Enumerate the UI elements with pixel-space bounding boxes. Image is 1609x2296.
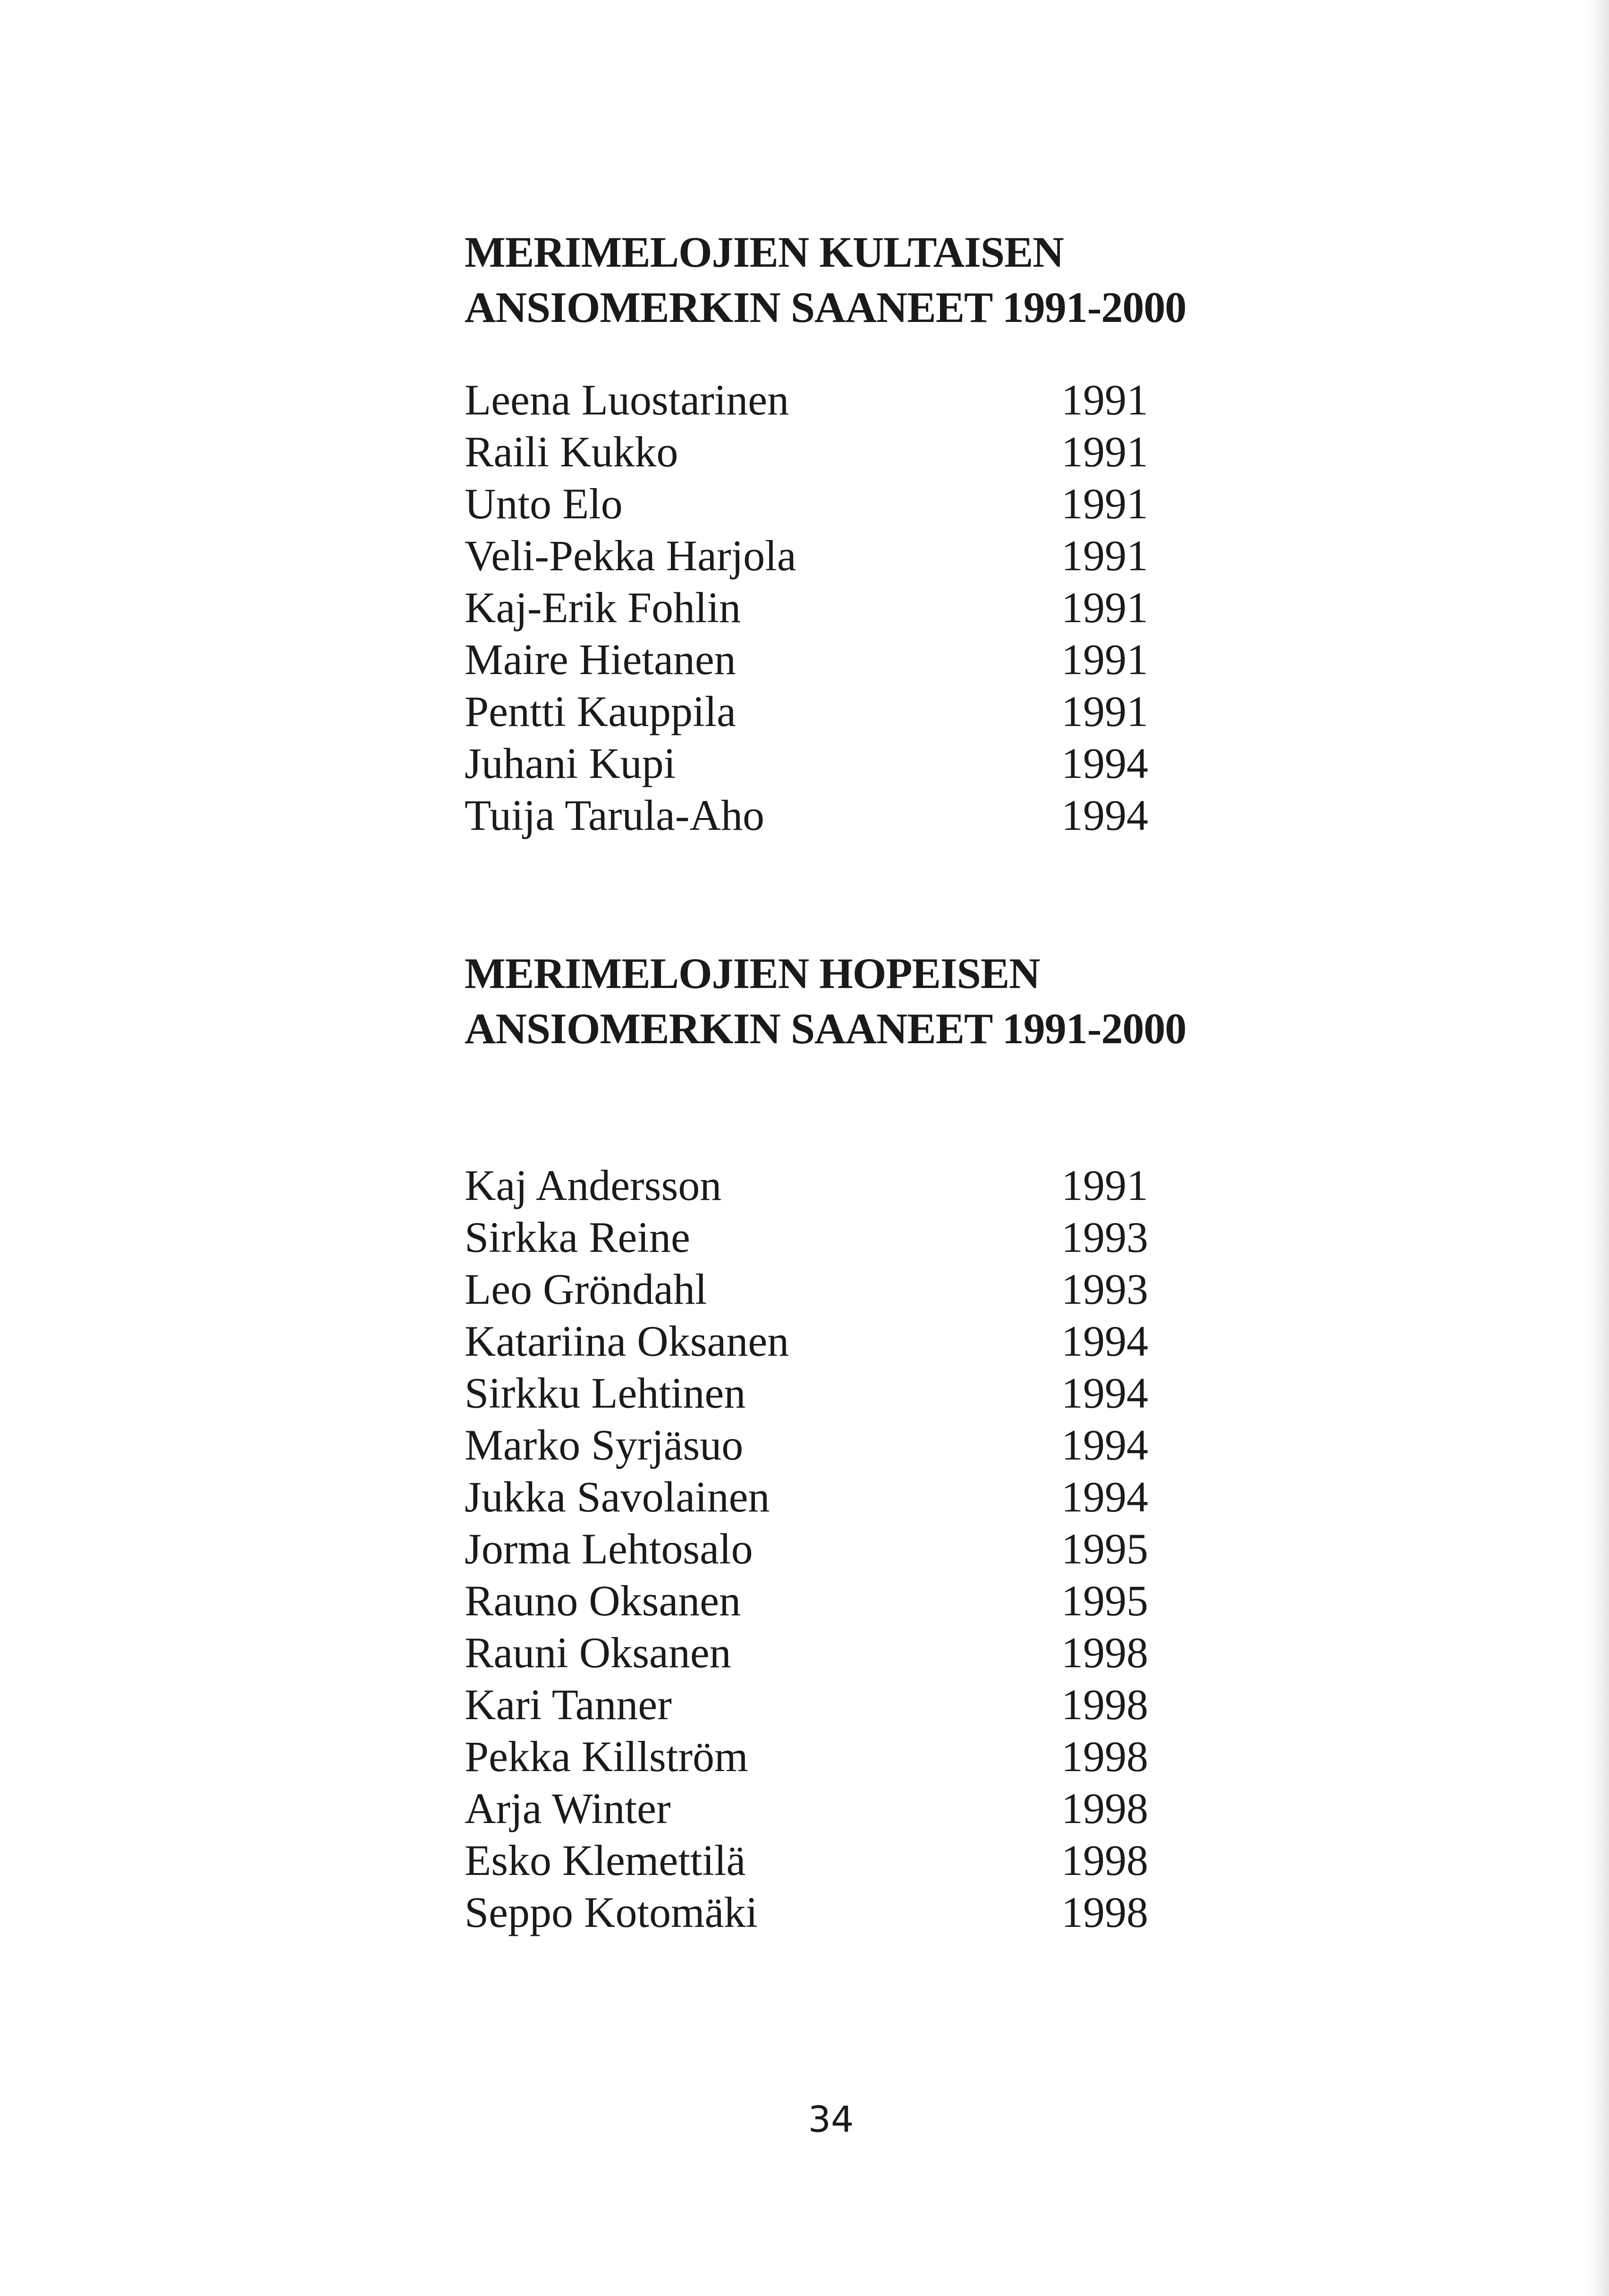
award-year: 1998 (1061, 1888, 1148, 1936)
recipient-row (465, 1471, 1173, 1523)
recipient-row (465, 1211, 1173, 1263)
recipient-row (465, 530, 1173, 582)
gold-recipient-list (465, 374, 1173, 841)
recipient-row (465, 1315, 1173, 1367)
recipient-row (465, 1159, 1173, 1211)
recipient-row (465, 737, 1173, 789)
recipient-name: Rauni Oksanen (465, 1629, 731, 1677)
award-year: 1998 (1061, 1680, 1148, 1729)
recipient-row (465, 1834, 1173, 1886)
recipient-row (465, 1679, 1173, 1730)
award-year: 1994 (1061, 739, 1148, 787)
recipient-row (465, 1419, 1173, 1471)
recipient-name: Pentti Kauppila (465, 687, 736, 735)
recipient-name: Veli-Pekka Harjola (465, 532, 796, 580)
recipient-name: Sirkka Reine (465, 1213, 690, 1261)
award-year: 1998 (1061, 1784, 1148, 1832)
recipient-row (465, 1575, 1173, 1627)
award-year: 1991 (1061, 1161, 1148, 1209)
award-year: 1991 (1061, 428, 1148, 476)
award-year: 1993 (1061, 1265, 1148, 1313)
award-year: 1994 (1061, 1421, 1148, 1469)
award-year: 1991 (1061, 480, 1148, 528)
recipient-name: Raili Kukko (465, 428, 678, 476)
recipient-name: Tuija Tarula-Aho (465, 791, 764, 839)
recipient-name: Katariina Oksanen (465, 1317, 789, 1365)
recipient-name: Unto Elo (465, 480, 623, 528)
recipient-name: Leo Gröndahl (465, 1265, 707, 1313)
recipient-name: Juhani Kupi (465, 739, 676, 787)
gold-title-line-2: ANSIOMERKIN SAANEET 1991-2000 (465, 283, 1186, 331)
recipient-name: Seppo Kotomäki (465, 1888, 758, 1936)
award-year: 1991 (1061, 532, 1148, 580)
recipient-name: Maire Hietanen (465, 635, 736, 684)
recipient-row (465, 1886, 1173, 1938)
recipient-name: Leena Luostarinen (465, 376, 789, 424)
award-year: 1991 (1061, 583, 1148, 632)
page-number: 34 (808, 2098, 854, 2140)
gold-badge-section (465, 225, 1186, 841)
award-year: 1991 (1061, 635, 1148, 684)
award-year: 1995 (1061, 1525, 1148, 1573)
recipient-row (465, 1263, 1173, 1315)
recipient-row (465, 426, 1173, 478)
recipient-row (465, 478, 1173, 530)
recipient-name: Kari Tanner (465, 1680, 672, 1729)
recipient-name: Pekka Killström (465, 1732, 748, 1781)
silver-title-line-1: MERIMELOJIEN HOPEISEN (465, 949, 1040, 997)
recipient-row (465, 1627, 1173, 1679)
gold-section-title (465, 225, 1186, 335)
award-year: 1994 (1061, 1473, 1148, 1521)
award-year: 1994 (1061, 791, 1148, 839)
award-year: 1994 (1061, 1317, 1148, 1365)
award-year: 1993 (1061, 1213, 1148, 1261)
recipient-row (465, 1782, 1173, 1834)
page-edge-shadow (1588, 0, 1609, 2296)
award-year: 1998 (1061, 1836, 1148, 1884)
recipient-row (465, 374, 1173, 426)
recipient-row (465, 1367, 1173, 1419)
recipient-name: Kaj-Erik Fohlin (465, 583, 741, 632)
recipient-name: Jorma Lehtosalo (465, 1525, 753, 1573)
recipient-row (465, 685, 1173, 737)
recipient-name: Kaj Andersson (465, 1161, 722, 1209)
recipient-name: Esko Klemettilä (465, 1836, 746, 1884)
recipient-row (465, 1523, 1173, 1575)
award-year: 1998 (1061, 1629, 1148, 1677)
silver-recipient-list (465, 1159, 1173, 1938)
award-year: 1995 (1061, 1577, 1148, 1625)
award-year: 1998 (1061, 1732, 1148, 1781)
recipient-name: Rauno Oksanen (465, 1577, 741, 1625)
recipient-name: Jukka Savolainen (465, 1473, 770, 1521)
recipient-row (465, 582, 1173, 633)
award-year: 1994 (1061, 1369, 1148, 1417)
award-year: 1991 (1061, 376, 1148, 424)
recipient-name: Marko Syrjäsuo (465, 1421, 744, 1469)
award-year: 1991 (1061, 687, 1148, 735)
recipient-row (465, 789, 1173, 841)
silver-badge-section (465, 946, 1186, 1938)
recipient-row (465, 633, 1173, 685)
silver-section-title (465, 946, 1186, 1056)
gold-title-line-1: MERIMELOJIEN KULTAISEN (465, 228, 1064, 276)
recipient-name: Sirkku Lehtinen (465, 1369, 746, 1417)
recipient-row (465, 1730, 1173, 1782)
silver-title-line-2: ANSIOMERKIN SAANEET 1991-2000 (465, 1004, 1186, 1053)
recipient-name: Arja Winter (465, 1784, 671, 1832)
